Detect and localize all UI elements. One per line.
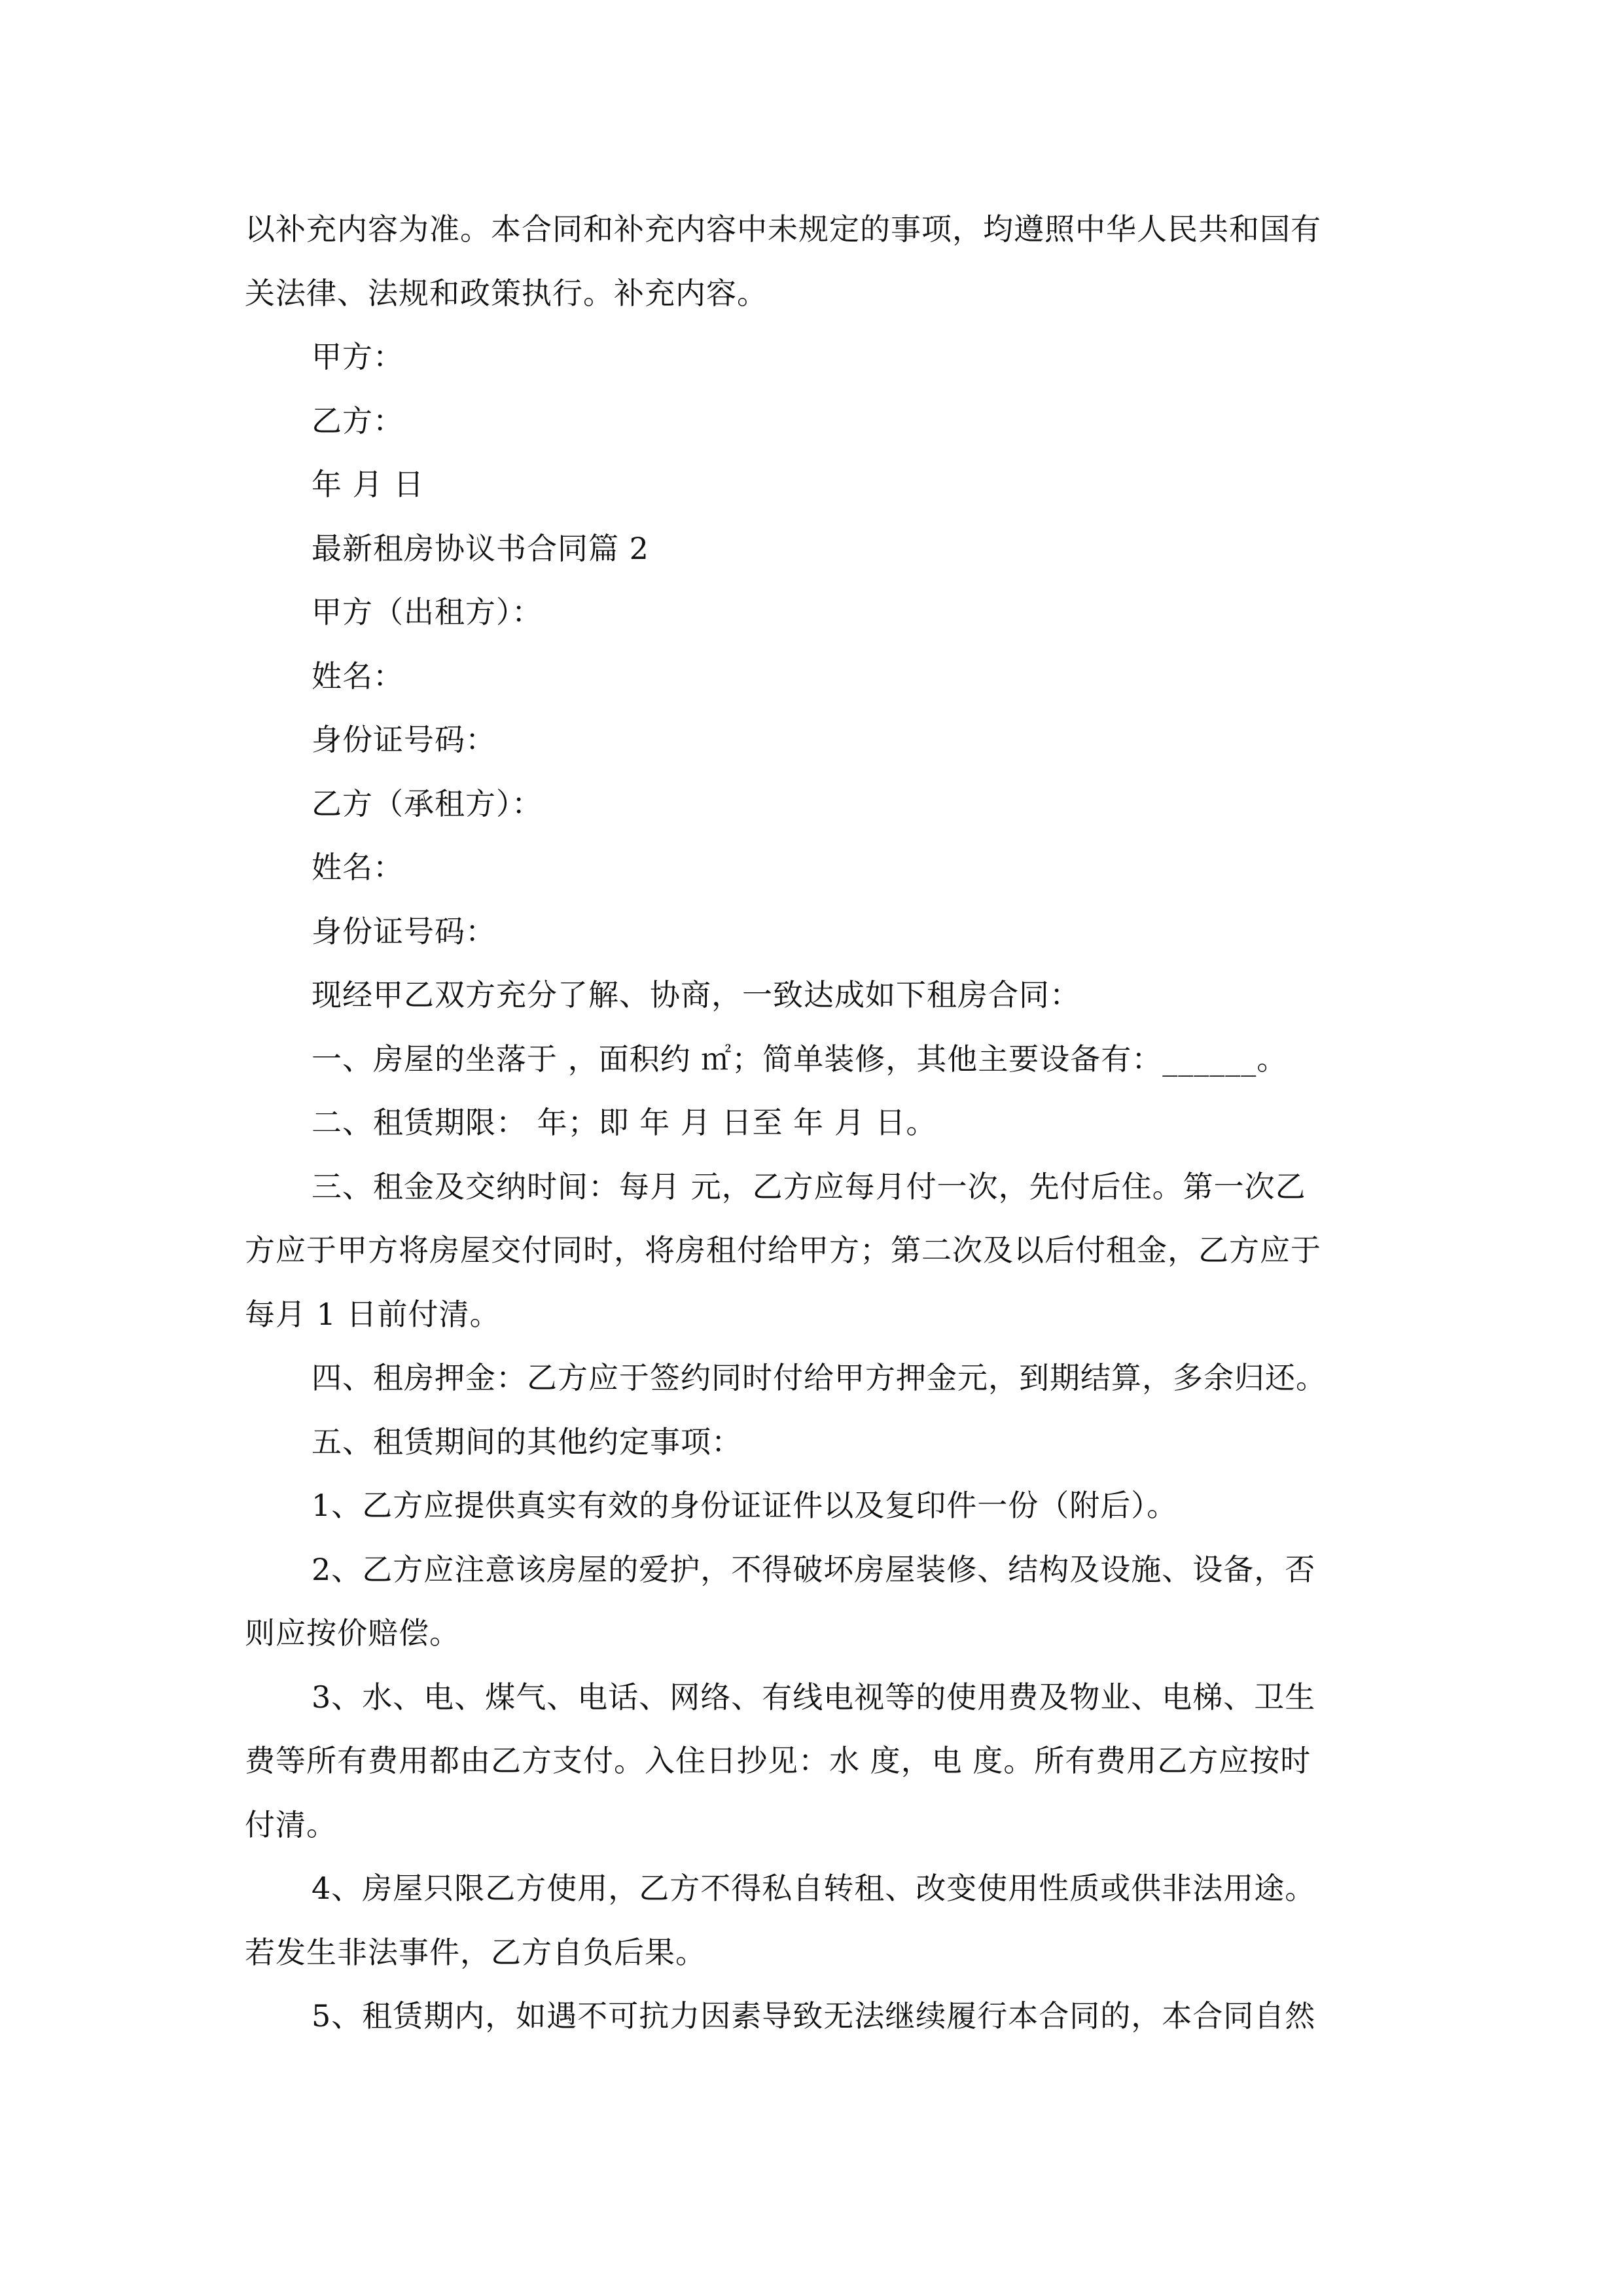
signature-date: 年 月 日 — [312, 467, 425, 502]
clause-1: 一、房屋的坐落于 ，面积约 ㎡；简单装修，其他主要设备有：______。 — [312, 1041, 1288, 1077]
list-item: 1、乙方应提供真实有效的身份证证件以及复印件一份（附后）。 — [312, 1488, 1178, 1523]
list-item: 2、乙方应注意该房屋的爱护，不得破坏房屋装修、结构及设施、设备，否 — [312, 1552, 1316, 1587]
body-text-line: 每月 1 日前付清。 — [245, 1297, 501, 1332]
clause-4: 四、租房押金：乙方应于签约同时付给甲方押金元，到期结算，多余归还。 — [312, 1360, 1327, 1395]
body-text-line: 则应按价赔偿。 — [245, 1615, 460, 1651]
party-b-id-label: 身份证号码： — [312, 914, 496, 949]
section-heading: 最新租房协议书合同篇 2 — [312, 531, 649, 566]
party-a-signature-label: 甲方： — [312, 339, 404, 374]
body-text-line: 以补充内容为准。本合同和补充内容中未规定的事项，均遵照中华人民共和国有 — [245, 211, 1321, 247]
list-item: 4、房屋只限乙方使用，乙方不得私自转租、改变使用性质或供非法用途。 — [312, 1871, 1316, 1906]
party-a-heading: 甲方（出租方）： — [312, 594, 543, 630]
party-b-name-label: 姓名： — [312, 850, 404, 885]
party-b-signature-label: 乙方： — [312, 403, 404, 439]
body-text-line: 方应于甲方将房屋交付同时，将房租付给甲方；第二次及以后付租金，乙方应于 — [245, 1232, 1321, 1268]
clause-5: 五、租赁期间的其他约定事项： — [312, 1424, 742, 1460]
party-a-name-label: 姓名： — [312, 658, 404, 694]
body-text-line: 费等所有费用都由乙方支付。入住日抄见：水 度，电 度。所有费用乙方应按时 — [245, 1743, 1311, 1778]
body-text-line: 若发生非法事件，乙方自负后果。 — [245, 1935, 706, 1970]
body-text-line: 付清。 — [245, 1807, 337, 1842]
clause-2: 二、租赁期限： 年；即 年 月 日至 年 月 日。 — [312, 1105, 937, 1140]
list-item: 5、租赁期内，如遇不可抗力因素导致无法继续履行本合同的，本合同自然 — [312, 1998, 1316, 2034]
clause-3: 三、租金及交纳时间：每月 元，乙方应每月付一次，先付后住。第一次乙 — [312, 1169, 1306, 1204]
party-b-heading: 乙方（承租方）： — [312, 786, 543, 821]
body-text-line: 关法律、法规和政策执行。补充内容。 — [245, 276, 768, 311]
party-a-id-label: 身份证号码： — [312, 722, 496, 757]
body-text-line: 现经甲乙双方充分了解、协商，一致达成如下租房合同： — [312, 977, 1080, 1013]
list-item: 3、水、电、煤气、电话、网络、有线电视等的使用费及物业、电梯、卫生 — [312, 1679, 1316, 1715]
